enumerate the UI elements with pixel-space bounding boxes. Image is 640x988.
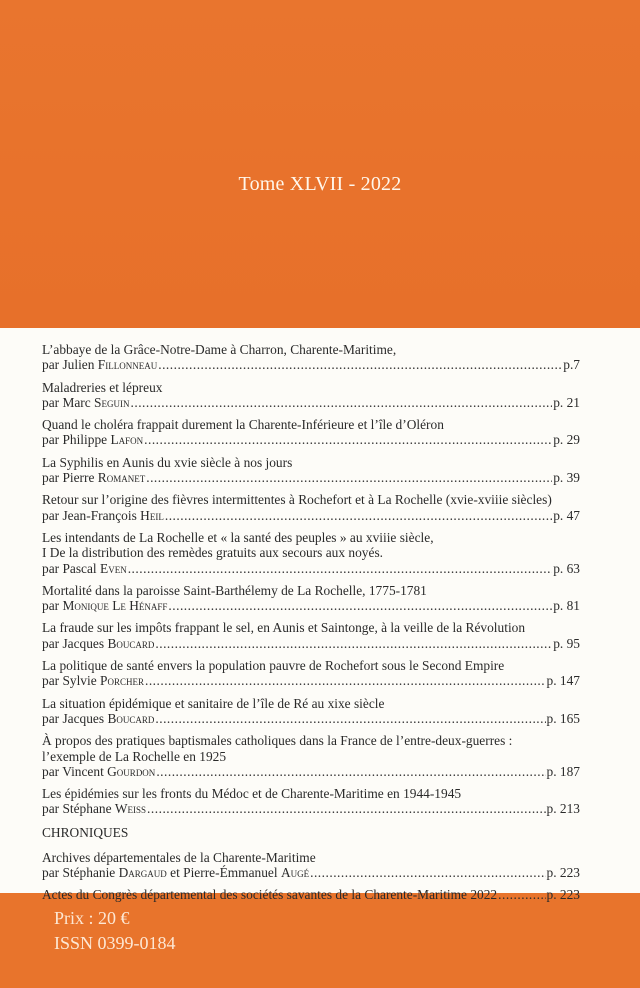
entry-title-line: À propos des pratiques baptismales catholiques dans la France de l’entre-deux-guerres : — [42, 733, 513, 749]
entry-author — [42, 865, 309, 880]
contents-entries — [42, 342, 580, 817]
toc-entry — [42, 658, 580, 689]
leader-dots — [145, 673, 546, 688]
entry-title-line: L’abbaye de la Grâce-Notre-Dame à Charron, Charente-Maritime, — [42, 342, 397, 357]
author-prefix: Actes du Congrès départemental des sociétés savantes de la Charente-Maritime 2022 — [42, 887, 498, 903]
page-number: p. 223 — [546, 887, 580, 903]
page-number: p. 47 — [553, 507, 580, 523]
author-prefix: par Stéphanie — [42, 865, 119, 881]
price-block — [54, 906, 176, 956]
leader-dots — [156, 764, 545, 779]
chroniques-entries — [42, 850, 580, 903]
page-number: p. 81 — [553, 598, 580, 614]
page-number: p. 39 — [553, 470, 580, 486]
cover-top-band — [0, 0, 640, 328]
leader-dots — [147, 801, 545, 816]
entry-author — [42, 470, 145, 485]
page-number: p. 29 — [553, 432, 580, 448]
entry-byline — [42, 636, 580, 651]
author-surname: Lafon — [110, 432, 144, 448]
author-surname: Gourdon — [107, 763, 156, 779]
entry-title-line: Les épidémies sur les fronts du Médoc et de Charente-Maritime en 1944-1945 — [42, 786, 462, 802]
entry-title-line: La Syphilis en Aunis du xvie siècle à nos jours — [42, 454, 293, 470]
entry-title-line: Quand le choléra frappait durement la Charente-Inférieure et l’île d’Oléron — [42, 417, 444, 433]
page-number: p. 187 — [546, 763, 580, 779]
entry-author — [42, 887, 497, 902]
author-surname: Romanet — [97, 470, 146, 486]
toc-entry — [42, 733, 580, 779]
entry-byline — [42, 395, 580, 410]
author-surname: Porcher — [100, 673, 144, 689]
entry-byline — [42, 561, 580, 576]
leader-dots — [146, 470, 552, 485]
page-number: p. 21 — [553, 394, 580, 410]
entry-title-line: Retour sur l’origine des fièvres intermittentes à Rochefort et à La Rochelle (xvie-xviiie siècles) — [42, 492, 552, 508]
toc-entry — [42, 887, 580, 902]
entry-byline — [42, 801, 580, 816]
entry-author — [42, 432, 143, 447]
toc-entry — [42, 417, 580, 448]
page-number: p. 223 — [546, 865, 580, 881]
entry-title-line: Maladreries et lépreux — [42, 379, 163, 395]
entry-byline — [42, 711, 580, 726]
leader-dots — [498, 887, 545, 902]
entry-author — [42, 711, 154, 726]
leader-dots — [165, 508, 552, 523]
author-prefix: par Jacques — [42, 635, 108, 651]
leader-dots — [155, 711, 545, 726]
author-prefix: par Vincent — [42, 763, 108, 779]
author-prefix: par Julien — [42, 357, 98, 373]
author-surname: Even — [100, 560, 127, 576]
author-surname: Fillonneau — [97, 357, 158, 373]
author-prefix: par Philippe — [42, 432, 111, 448]
author-prefix: par Pierre — [42, 470, 98, 486]
author-prefix: par — [42, 598, 63, 614]
table-of-contents — [0, 328, 640, 903]
leader-dots — [144, 432, 552, 447]
leader-dots — [158, 357, 562, 372]
entry-author — [42, 636, 154, 651]
toc-entry — [42, 342, 580, 373]
author-surname: Dargaud — [118, 865, 167, 881]
entry-byline — [42, 865, 580, 880]
author-surname: Weiss — [114, 801, 147, 817]
leader-dots — [310, 865, 545, 880]
page-number: p. 213 — [546, 801, 580, 817]
entry-title-line: Mortalité dans la paroisse Saint-Barthélemy de La Rochelle, 1775-1781 — [42, 582, 427, 598]
author-surname: Seguin — [94, 394, 130, 410]
toc-entry — [42, 850, 580, 881]
page-number: p. 95 — [553, 635, 580, 651]
entry-author — [42, 801, 146, 816]
author-surname: Boucard — [107, 710, 155, 726]
entry-byline — [42, 598, 580, 613]
page-number: p. 165 — [546, 710, 580, 726]
leader-dots — [155, 636, 552, 651]
toc-entry — [42, 583, 580, 614]
price-label: Prix : 20 € — [54, 908, 130, 928]
entry-author — [42, 561, 127, 576]
entry-title-line: Les intendants de La Rochelle et « la santé des peuples » au xviiie siècle, — [42, 529, 434, 545]
toc-entry — [42, 492, 580, 523]
leader-dots — [128, 561, 553, 576]
entry-author — [42, 357, 157, 372]
author-surname: Heil — [140, 507, 164, 523]
author-prefix: par Marc — [42, 394, 95, 410]
entry-author — [42, 395, 130, 410]
entry-byline — [42, 673, 580, 688]
toc-entry — [42, 530, 580, 576]
toc-entry — [42, 696, 580, 727]
entry-author — [42, 764, 155, 779]
entry-title-line: Archives départementales de la Charente-Maritime — [42, 849, 316, 865]
toc-entry — [42, 620, 580, 651]
chroniques-heading: CHRONIQUES — [42, 824, 129, 840]
entry-title-line: La fraude sur les impôts frappant le sel, en Aunis et Saintonge, à la veille de la Révolution — [42, 620, 526, 636]
author-surname: Boucard — [107, 635, 155, 651]
page-number: p.7 — [563, 357, 580, 373]
entry-byline — [42, 470, 580, 485]
toc-entry — [42, 380, 580, 411]
author-prefix: par Jacques — [42, 710, 108, 726]
entry-byline — [42, 508, 580, 523]
author-prefix: par Sylvie — [42, 673, 101, 689]
issn-label: ISSN 0399-0184 — [54, 933, 176, 953]
toc-entry — [42, 786, 580, 817]
page-number: p. 147 — [546, 673, 580, 689]
entry-author — [42, 673, 144, 688]
entry-byline — [42, 357, 580, 372]
entry-byline — [42, 432, 580, 447]
author-connector: et Pierre-Émmanuel — [166, 865, 281, 881]
author-prefix: par Stéphane — [42, 801, 115, 817]
entry-byline — [42, 887, 580, 902]
author-surname-2: Augé — [280, 865, 310, 881]
entry-title-line: La situation épidémique et sanitaire de l’île de Ré au xixe siècle — [42, 695, 385, 711]
author-surname: Monique Le Hénaff — [62, 598, 168, 614]
leader-dots — [131, 395, 553, 410]
entry-byline — [42, 764, 580, 779]
entry-title-line: l’exemple de La Rochelle en 1925 — [42, 748, 227, 764]
author-prefix: par Jean-François — [42, 507, 141, 523]
toc-entry — [42, 455, 580, 486]
tome-title: Tome XLVII - 2022 — [238, 173, 402, 195]
entry-author — [42, 598, 167, 613]
entry-title-line: La politique de santé envers la population pauvre de Rochefort sous le Second Empire — [42, 658, 505, 674]
page-number: p. 63 — [553, 560, 580, 576]
leader-dots — [168, 598, 552, 613]
entry-author — [42, 508, 164, 523]
entry-title-line: I De la distribution des remèdes gratuits aux secours aux noyés. — [42, 545, 384, 561]
author-prefix: par Pascal — [42, 560, 101, 576]
